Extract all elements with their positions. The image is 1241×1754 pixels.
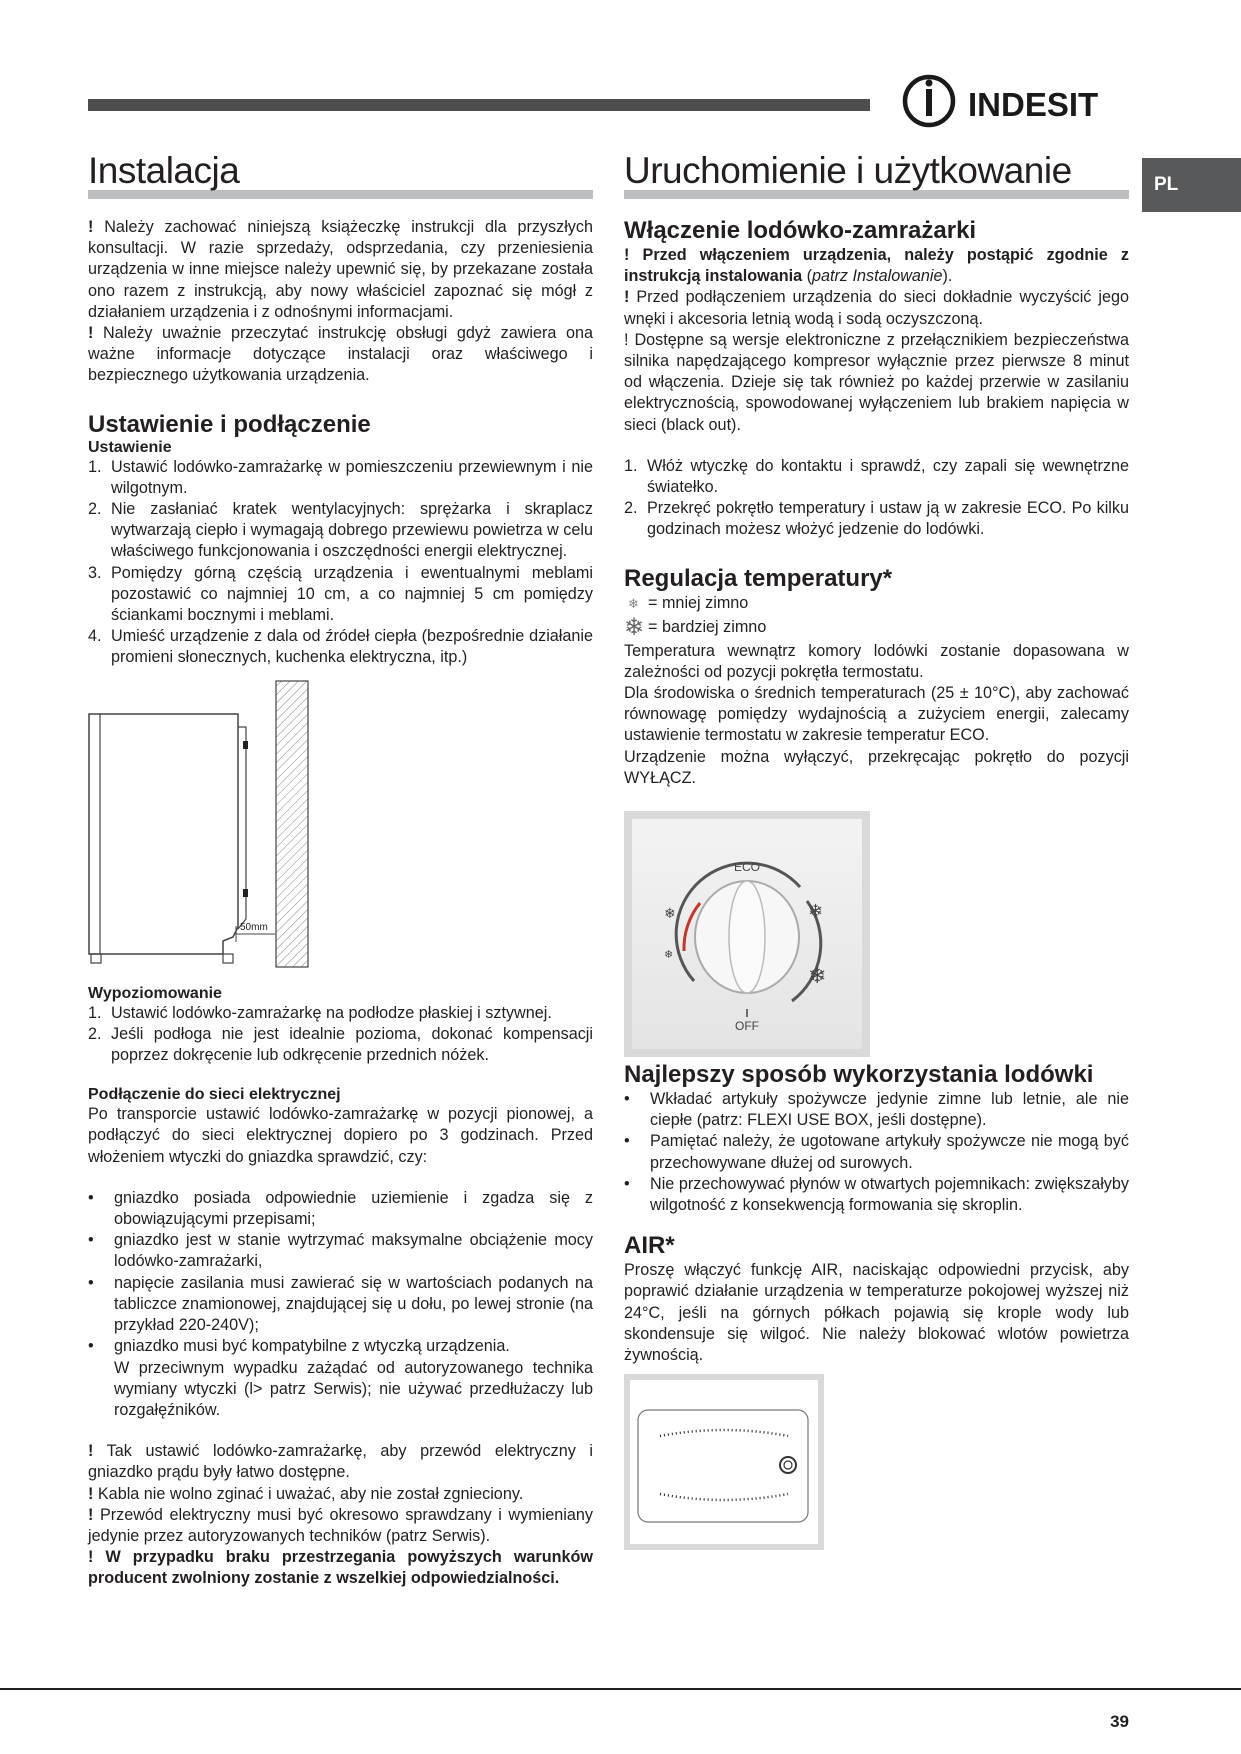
intro-text: ! Należy zachować niniejszą książeczkę instrukcji dla przyszłych konsultacji. W razie sprzedaży, odsprzedania, czy przeniesienia urządzenia w inne miejsce należy upewnić się, by przekazane została ono razem z instrukcją, aby nowy właściciel zapoznać się mógł z działaniem urządzenia i z odnośnymi informacjami. ! Należy uważnie przeczytać instrukcję obsługi gdyż zawiera ona ważne informacje dotyczące instalacji oraz właściwego i bezpiecznego użytkowania urządzenia. <box>88 218 593 385</box>
air-text: Proszę włączyć funkcję AIR, naciskając odpowiedni przycisk, aby poprawić działanie urządzenia w temperaturze pokojowej wyższej niż 24°C, jeśli na górnych półkach pojawią się krople wody lub skondensuje się wilgoć. Nie należy blokować wlotów powietrza żywnością. <box>624 1261 1129 1365</box>
bullet-item: • Wkładać artykuły spożywcze jedynie zimne lub letnie, ale nie ciepłe (patrz: FLEXI USE BOX, jeśli dostępne). <box>624 1090 1129 1130</box>
temperature-text: Temperatura wewnątrz komory lodówki zostanie dopasowana w zależności od pozycji pokrętła termostatu. Dla środowiska o średnich temperaturach (25 ± 10°C), aby zachować równowagę pomiędzy wydajnością a zużyciem energii, zalecamy ustawienie termostatu w zakresie temperatur ECO. Urządzenie można wyłączyć, przekręcając pokrętło do pozycji WYŁĄCZ. <box>624 641 1129 787</box>
leveling-list <box>88 1003 593 1067</box>
bullet-item: • Pamiętać należy, że ugotowane artykuły spożywcze nie mogą być przechowywane dłużej od surowych. <box>624 1132 1129 1172</box>
dial-snowflake-icon: ❄ <box>664 905 676 922</box>
list-item: 1. Włóż wtyczkę do kontaktu i sprawdź, czy zapali się wewnętrzne światełko. <box>624 456 1129 497</box>
right-column <box>624 150 1129 1550</box>
list-item: 2. Jeśli podłoga nie jest idealnie pozioma, dokonać kompensacji poprzez dokręcenie lub odkręcenie przednich nóżek. <box>88 1024 593 1065</box>
list-item: 2. Nie zasłaniać kratek wentylacyjnych: sprężarka i skraplacz wytwarzają ciepło i wymagają dobrego przewiewu powietrza w celu właściwego funkcjonowania i oszczędności energii elektrycznej. <box>88 500 593 561</box>
air-panel-image <box>624 1374 824 1550</box>
dial-snowflake-large-icon: ❄ <box>808 963 827 989</box>
switch-on-title: Włączenie lodówko-zamrażarki <box>624 217 977 244</box>
bullet-item: • gniazdko jest w stanie wytrzymać maksymalne obciążenie mocy lodówko-zamrażarki, <box>88 1231 593 1271</box>
bullet-item: • gniazdko posiada odpowiednie uziemienie i zgadza się z obowiązującymi przepisami; <box>88 1188 593 1229</box>
best-use-title: Najlepszy sposób wykorzystania lodówki <box>624 1061 1094 1089</box>
svg-text:INDESIT: INDESIT <box>968 86 1099 123</box>
electric-title: Podłączenie do sieci elektrycznej <box>88 1086 341 1104</box>
leveling-title: Wypoziomowanie <box>88 984 222 1002</box>
list-item: 3. Pomiędzy górną częścią urządzenia i ewentualnymi meblami pozostawić co najmniej 10 cm, a co najmniej 5 cm pomiędzy ściankami bocznymi i meblami. <box>88 563 593 625</box>
bullet-item: • Nie przechowywać płynów w otwartych pojemnikach: zwiększałyby wilgotność z konsekwencją formowania się skroplin. <box>624 1174 1129 1215</box>
header-rule <box>88 99 870 111</box>
best-use-list <box>624 1089 1129 1216</box>
indesit-logo <box>898 72 1130 134</box>
air-title: AIR* <box>624 1232 675 1260</box>
bullet-item: • gniazdko musi być kompatybilne z wtyczką urządzenia. <box>88 1337 510 1356</box>
thermostat-dial-image <box>624 811 870 1057</box>
dial-eco-label: ECO <box>733 860 761 875</box>
temperature-legend: ❄ = mniej zimno ❄ = bardziej zimno <box>624 594 767 642</box>
electric-list <box>88 1188 593 1421</box>
bullet-item: W przeciwnym wypadku zażądać od autoryzowanego technika wymiany wtyczki (l> patrz Serwis); nie używać przedłużaczy lub rozgałęźników. <box>114 1358 593 1419</box>
language-tab: PL <box>1142 158 1241 212</box>
list-item: 1. Ustawić lodówko-zamrażarkę na podłodze płaskiej i sztywnej. <box>88 1003 552 1022</box>
dial-off-label: OFF <box>735 1019 759 1034</box>
gap-label: 50mm <box>240 921 268 933</box>
startup-steps <box>624 456 1129 541</box>
bullet-item: • napięcie zasilania musi zawierać się w wartościach podanych na tabliczce znamionowej, znajdującej się u dołu, po lewej stronie (na przykład 220-240V); <box>88 1273 593 1335</box>
dial-snowflake-small-icon: ❄ <box>664 949 674 962</box>
placement-subtitle: Ustawienie <box>88 438 172 456</box>
snowflake-large-icon: ❄ <box>624 614 645 642</box>
list-item: 1. Ustawić lodówko-zamrażarkę w pomieszczeniu przewiewnym i nie wilgotnym. <box>88 457 593 497</box>
installation-title: Instalacja <box>88 150 240 191</box>
switch-on-text: ! Przed włączeniem urządzenia, należy postąpić zgodnie z instrukcją instalowania (patrz Instalowanie). ! Przed podłączeniem urządzenia do sieci dokładnie wyczyścić jego wnęki i akcesoria letnią wodą i sodą oczyszczoną. ! Dostępne są wersje elektroniczne z przełącznikiem bezpieczeństwa silnika napędzającego kompresor wyłącznie przez pierwsze 8 minut od włączenia. Dzieje się tak również po każdej przerwie w zasilaniu elektrycznością, spowodowanej wyłączeniem lub brakiem napięcia w sieci (black out). <box>624 246 1129 434</box>
left-column <box>88 150 593 1590</box>
placement-diagram <box>88 679 348 969</box>
temperature-title: Regulacja temperatury* <box>624 564 893 592</box>
page-number: 39 <box>1110 1712 1129 1731</box>
warnings: ! Tak ustawić lodówko-zamrażarkę, aby przewód elektryczny i gniazdko prądu były łatwo dostępne. ! Kabla nie wolno zginać i uważać, aby nie został zgnieciony. ! Przewód elektryczny musi być okresowo sprawdzany i wymieniany jedynie przez autoryzowanych techników (patrz Serwis). ! W przypadku braku przestrzegania powyższych warunków producent zwolniony zostanie z wszelkiej odpowiedzialności. <box>88 1442 593 1588</box>
list-item: 2. Przekręć pokrętło temperatury i ustaw ją w zakresie ECO. Po kilku godzinach możesz włożyć jedzenie do lodówki. <box>624 499 1129 539</box>
list-item: 4. Umieść urządzenie z dala od źródeł ciepła (bezpośrednie działanie promieni słonecznych, kuchenka elektryczna, itp.) <box>88 627 593 667</box>
startup-title: Uruchomienie i użytkowanie <box>624 150 1072 191</box>
placement-list <box>88 457 593 669</box>
dial-snowflake-icon: ❄ <box>808 901 824 922</box>
snowflake-small-icon: ❄ <box>628 596 639 612</box>
electric-intro: Po transporcie ustawić lodówko-zamrażarkę w pozycji pionowej, a podłączyć do sieci elektrycznej dopiero po 3 godzinach. Przed włożeniem wtyczki do gniazdka sprawdzić, czy: <box>88 1105 593 1166</box>
section-placement-title: Ustawienie i podłączenie <box>88 410 371 438</box>
footer-rule <box>0 1688 1241 1690</box>
